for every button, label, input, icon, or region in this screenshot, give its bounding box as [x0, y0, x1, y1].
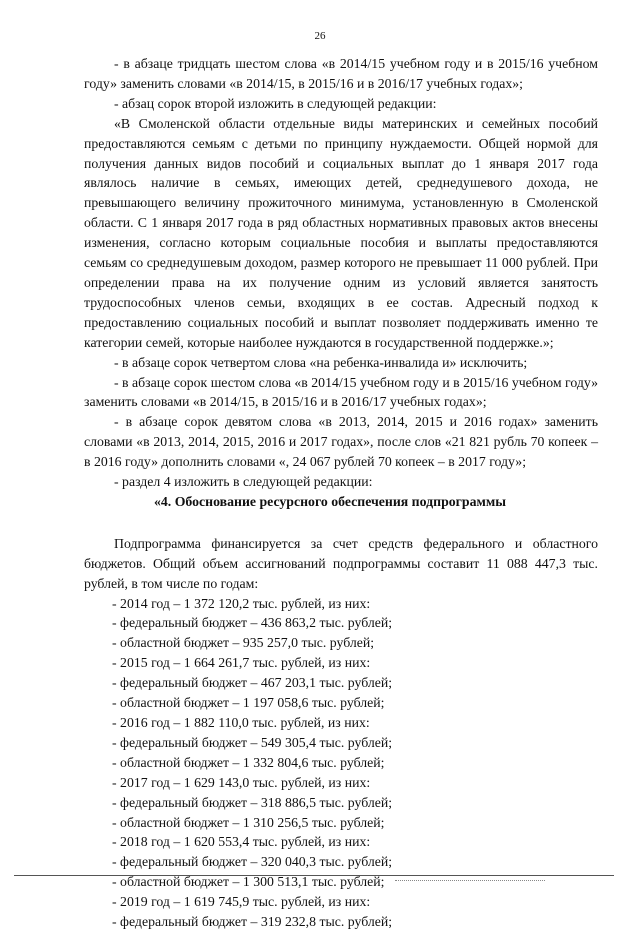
section-gap: [84, 512, 598, 534]
paragraph-amend-44: - в абзаце сорок четвертом слова «на ребенка-инвалида и» исключить;: [114, 354, 528, 370]
paragraph-amend-49: - в абзаце сорок девятом слова «в 2013, 2014, 2015 и 2016 годах» заменить словами «в 2013, 2014, 2015, 2016 и 2017 годах», после слов «21 821 рубль 70 копеек – в 2016 году» дополнить словами «, 24 067 рублей 70 копеек – в 2017 году»;: [84, 414, 598, 470]
funding-item-2015-regional: - областной бюджет – 1 197 058,6 тыс. рублей;: [112, 695, 385, 711]
funding-item-2019: - 2019 год – 1 619 745,9 тыс. рублей, из них:: [112, 894, 371, 910]
funding-item-2019-federal: - федеральный бюджет – 319 232,8 тыс. рублей;: [112, 914, 393, 930]
page-number: 26: [314, 30, 326, 42]
funding-item-2017: - 2017 год – 1 629 143,0 тыс. рублей, из них:: [112, 774, 371, 790]
document-body: [84, 54, 598, 932]
funding-item-2016-federal: - федеральный бюджет – 549 305,4 тыс. рублей;: [112, 734, 393, 750]
funding-item-2018-regional: - областной бюджет – 1 300 513,1 тыс. рублей;: [112, 874, 385, 890]
funding-item-2016: - 2016 год – 1 882 110,0 тыс. рублей, из них:: [112, 715, 370, 730]
paragraph-amend-46: - в абзаце сорок шестом слова «в 2014/15 учебном году и в 2015/16 учебном году» заменить словами «в 2014/15, в 2015/16 и в 2016/17 учебных годах»;: [84, 374, 598, 410]
funding-item-2018-federal: - федеральный бюджет – 320 040,3 тыс. рублей;: [112, 854, 393, 870]
paragraph-amend-36: - в абзаце тридцать шестом слова «в 2014/15 учебном году и в 2015/16 учебном году» заменить словами «в 2014/15, в 2015/16 и в 2016/17 учебных годах»;: [84, 56, 598, 91]
section-heading: «4. Обоснование ресурсного обеспечения подпрограммы: [154, 493, 507, 509]
funding-intro: Подпрограмма финансируется за счет средств федерального и областного бюджетов. Общий объем ассигнований подпрограммы составит 11 088 447,3 тыс. рублей, в том числе по годам:: [84, 535, 598, 591]
funding-item-2015-federal: - федеральный бюджет – 467 203,1 тыс. рублей;: [112, 675, 393, 691]
paragraph-amend-42-intro: - абзац сорок второй изложить в следующей редакции:: [114, 95, 437, 111]
funding-item-2015: - 2015 год – 1 664 261,7 тыс. рублей, из них:: [112, 655, 371, 671]
funding-item-2014-federal: - федеральный бюджет – 436 863,2 тыс. рублей;: [112, 615, 393, 631]
funding-item-2016-regional: - областной бюджет – 1 332 804,6 тыс. рублей;: [112, 754, 385, 770]
funding-item-2017-federal: - федеральный бюджет – 318 886,5 тыс. рублей;: [112, 794, 393, 810]
paragraph-section-4-intro: - раздел 4 изложить в следующей редакции:: [114, 474, 373, 490]
funding-item-2018: - 2018 год – 1 620 553,4 тыс. рублей, из них:: [112, 834, 371, 850]
funding-item-2017-regional: - областной бюджет – 1 310 256,5 тыс. рублей;: [112, 814, 385, 830]
bottom-dotted-rule: [395, 880, 545, 881]
paragraph-amend-42-text: «В Смоленской области отдельные виды материнских и семейных пособий предоставляются семьям с детьми по принципу нуждаемости. Общей нормой для получения данных видов пособий и социальных выплат до 1 января 2017 года являлось наличие в семьях, имеющих детей, среднедушевого дохода, не превышающего величину прожиточного минимума, установленную в Смоленской области. С 1 января 2017 года в ряд областных нормативных правовых актов внесены изменения, согласно которым социальные пособия и выплаты предоставляются семьям со среднедушевым доходом, размер которого не превышает 11 000 рублей. При определении права на их получение одним из условий является занятость трудоспособных членов семьи, входящих в ее состав. Адресный подход к предоставлению социальных пособий и выплат позволяет поддерживать именно те категории семей, которые наиболее нуждаются в государственной поддержке.»;: [84, 115, 598, 350]
funding-list: [84, 594, 598, 932]
bottom-rule: [14, 875, 614, 876]
funding-item-2014-regional: - областной бюджет – 935 257,0 тыс. рублей;: [112, 635, 375, 651]
funding-item-2014: - 2014 год – 1 372 120,2 тыс. рублей, из них:: [112, 595, 371, 611]
